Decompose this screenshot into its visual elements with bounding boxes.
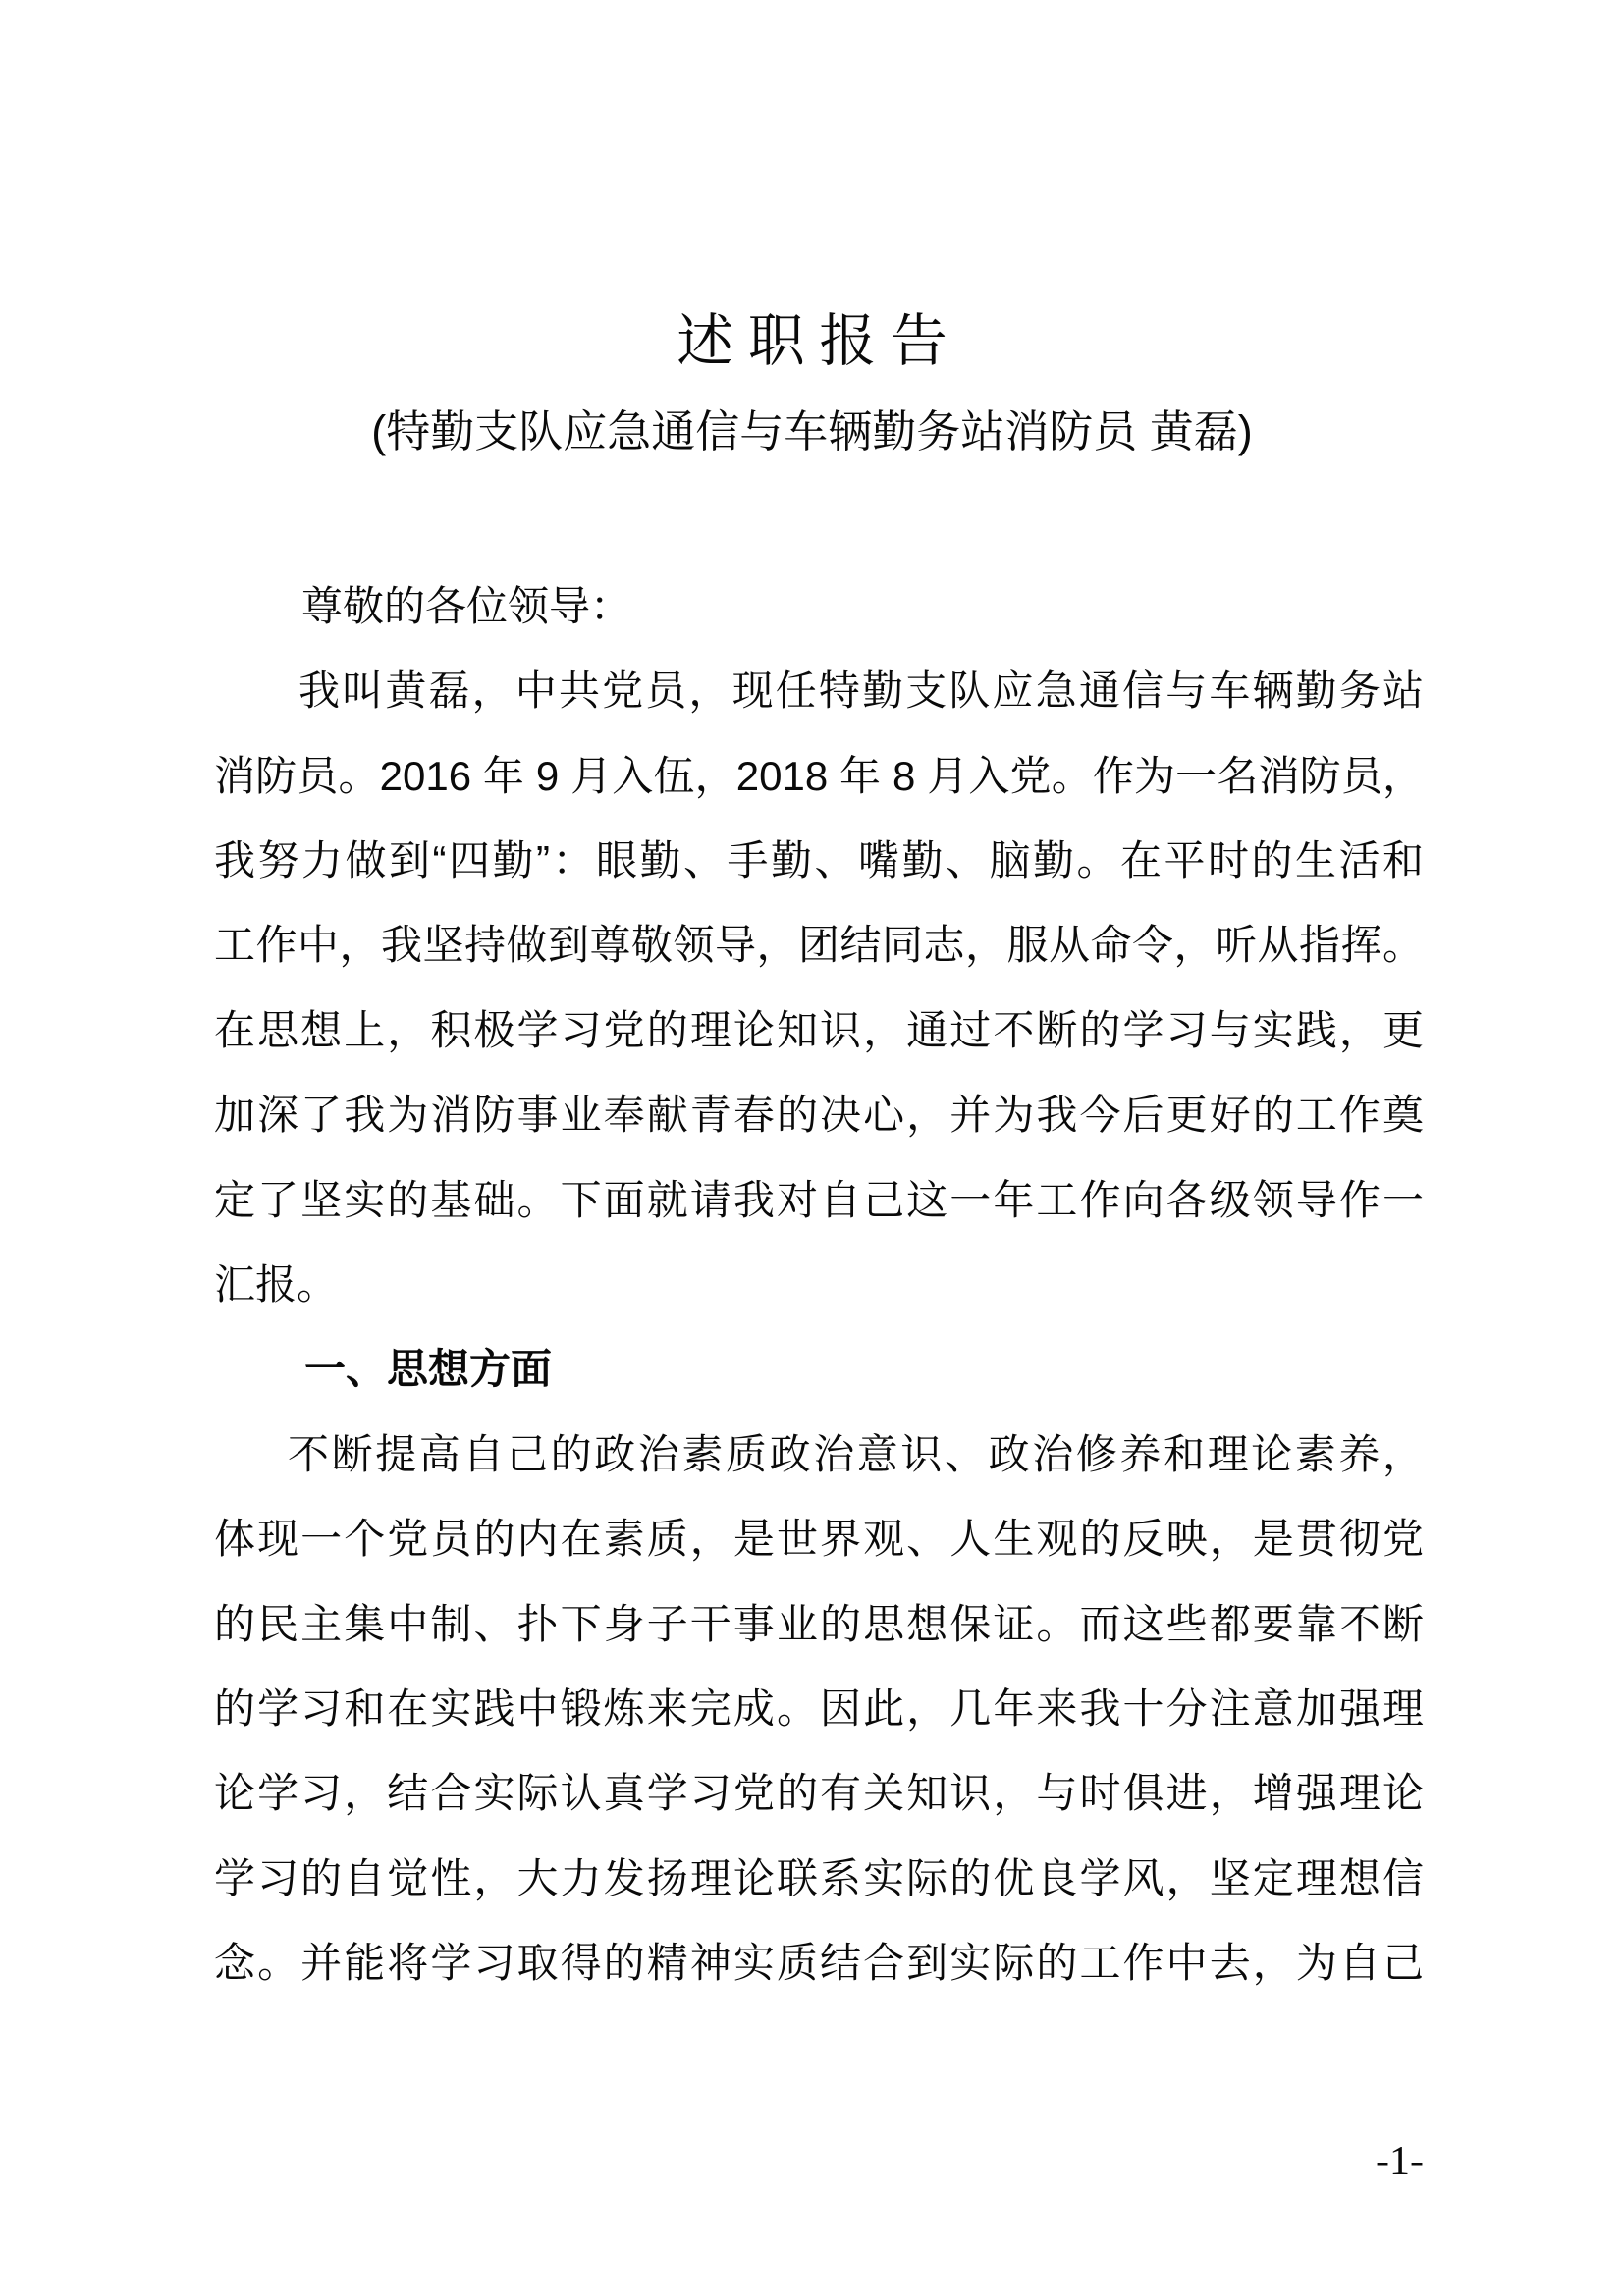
document-subtitle: (特勤支队应急通信与车辆勤务站消防员 黄磊) bbox=[371, 406, 1253, 456]
text-line: 工作中，我坚持做到尊敬领导，团结同志，服从命令，听从指挥。 bbox=[214, 922, 1424, 968]
text-line: 的民主集中制、扑下身子干事业的思想保证。而这些都要靠不断 bbox=[214, 1601, 1424, 1647]
text-line: 消防员。2016 年 9 月入伍，2018 年 8 月入党。作为一名消防员， bbox=[214, 753, 1424, 799]
text-line: 学习的自觉性，大力发扬理论联系实际的优良学风，坚定理想信 bbox=[214, 1855, 1424, 1901]
page-number: -1- bbox=[1376, 2139, 1424, 2184]
text-line: 我努力做到“四勤”：眼勤、手勤、嘴勤、脑勤。在平时的生活和 bbox=[214, 837, 1424, 883]
text-line: 念。并能将学习取得的精神实质结合到实际的工作中去，为自己 bbox=[214, 1940, 1424, 1986]
text-line: 不断提高自己的政治素质政治意识、政治修养和理论素养， bbox=[288, 1431, 1424, 1477]
text-line: 体现一个党员的内在素质，是世界观、人生观的反映，是贯彻党 bbox=[214, 1516, 1424, 1562]
text-line: 在思想上，积极学习党的理论知识，通过不断的学习与实践，更 bbox=[214, 1007, 1424, 1053]
text-line: 汇报。 bbox=[214, 1261, 339, 1308]
text-line: 论学习，结合实际认真学习党的有关知识，与时俱进，增强理论 bbox=[214, 1770, 1424, 1816]
document-title: 述 职 报 告 bbox=[677, 309, 947, 373]
text-line: 定了坚实的基础。下面就请我对自己这一年工作向各级领导作一 bbox=[214, 1177, 1424, 1223]
section-heading: 一、思想方面 bbox=[304, 1346, 553, 1392]
text-line: 尊敬的各位领导： bbox=[301, 583, 632, 629]
text-line: 我叫黄磊，中共党员，现任特勤支队应急通信与车辆勤务站 bbox=[298, 667, 1424, 714]
text-line: 加深了我为消防事业奉献青春的决心，并为我今后更好的工作奠 bbox=[214, 1092, 1424, 1138]
text-line: 的学习和在实践中锻炼来完成。因此，几年来我十分注意加强理 bbox=[214, 1685, 1424, 1732]
